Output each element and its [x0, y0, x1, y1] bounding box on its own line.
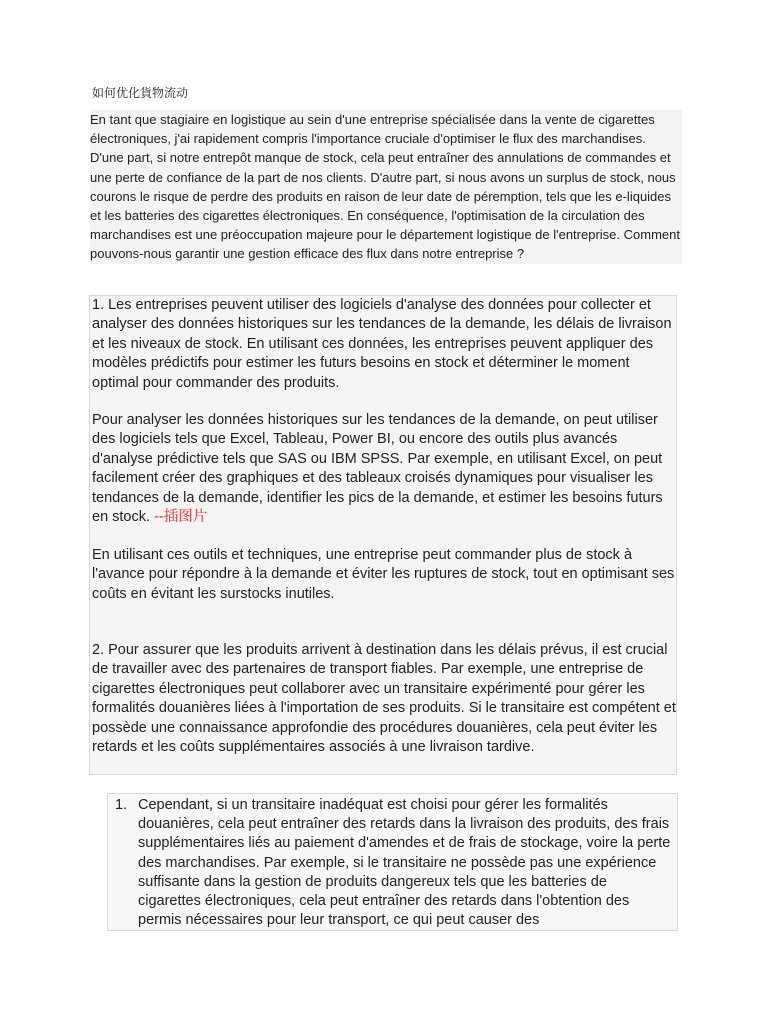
paragraph-tools: [92, 411, 676, 527]
document-title: 如何优化貨物流动: [92, 86, 189, 100]
list-item-number: 1.: [115, 797, 128, 813]
insert-image-note: --插图片: [154, 509, 208, 526]
paragraph-stock-ordering: En utilisant ces outils et techniques, une entreprise peut commander plus de stock à l'avance pour répondre à la demande et éviter les ruptures de stock, tout en optimisant ses coûts en évitant les surstocks inutiles.: [92, 547, 675, 602]
paragraph-data-analysis: 1. Les entreprises peuvent utiliser des logiciels d'analyse des données pour collecter et analyser des données historiques sur les tendances de la demande, les délais de livraison et les niveaux de stock. En utilisant ces données, les entreprises peuvent appliquer des modèles prédictifs pour estimer les futurs besoins en stock et déterminer le moment optimal pour commander des produits.: [92, 297, 672, 391]
intro-paragraph: En tant que stagiaire en logistique au sein d'une entreprise spécialisée dans la vente de cigarettes électroniques, j'ai rapidement compris l'importance cruciale d'optimiser le flux des marchandises. D'une part, si notre entrepôt manque de stock, cela peut entraîner des annulations de commandes et une perte de confiance de la part de nos clients. D'autre part, si nous avons un surplus de stock, nous courons le risque de perdre des produits en raison de leur date de péremption, tels que les e-liquides et les batteries des cigarettes électroniques. En conséquence, l'optimisation de la circulation des marchandises est une préoccupation majeure pour le département logistique de l'entreprise. Comment pouvons-nous garantir une gestion efficace des flux dans notre entreprise ?: [90, 110, 682, 264]
section-box-analysis: [89, 295, 677, 775]
section-box-risks: [107, 793, 678, 931]
list-item-text: Cependant, si un transitaire inadéquat est choisi pour gérer les formalités douanières, cela peut entraîner des retards dans la livraison des produits, des frais supplémentaires liés au paiement d'amendes et de frais de stockage, voire la perte des marchandises. Par exemple, si le transitaire ne possède pas une expérience suffisante dans la gestion de produits dangereux tels que les batteries de cigarettes électroniques, cela peut entraîner des retards dans l'obtention des permis nécessaires pour leur transport, ce qui peut causer des: [138, 797, 671, 929]
paragraph-tools-text: Pour analyser les données historiques sur les tendances de la demande, on peut utiliser des logiciels tels que Excel, Tableau, Power BI, ou encore des outils plus avancés d'analyse prédictive tels que SAS ou IBM SPSS. Par exemple, en utilisant Excel, on peut facilement créer des graphiques et des tableaux croisés dynamiques pour visualiser les tendances de la demande, identifier les pics de la demande, et estimer les besoins futurs en stock.: [92, 412, 663, 526]
paragraph-transport: 2. Pour assurer que les produits arrivent à destination dans les délais prévus, il est crucial de travailler avec des partenaires de transport fiables. Par exemple, une entreprise de cigarettes électroniques peut collaborer avec un transitaire expérimenté pour gérer les formalités douanières liées à l'importation de ses produits. Si le transitaire est compétent et possède une connaissance approfondie des procédures douanières, cela peut éviter les retards et les coûts supplémentaires associés à une livraison tardive.: [92, 642, 676, 756]
